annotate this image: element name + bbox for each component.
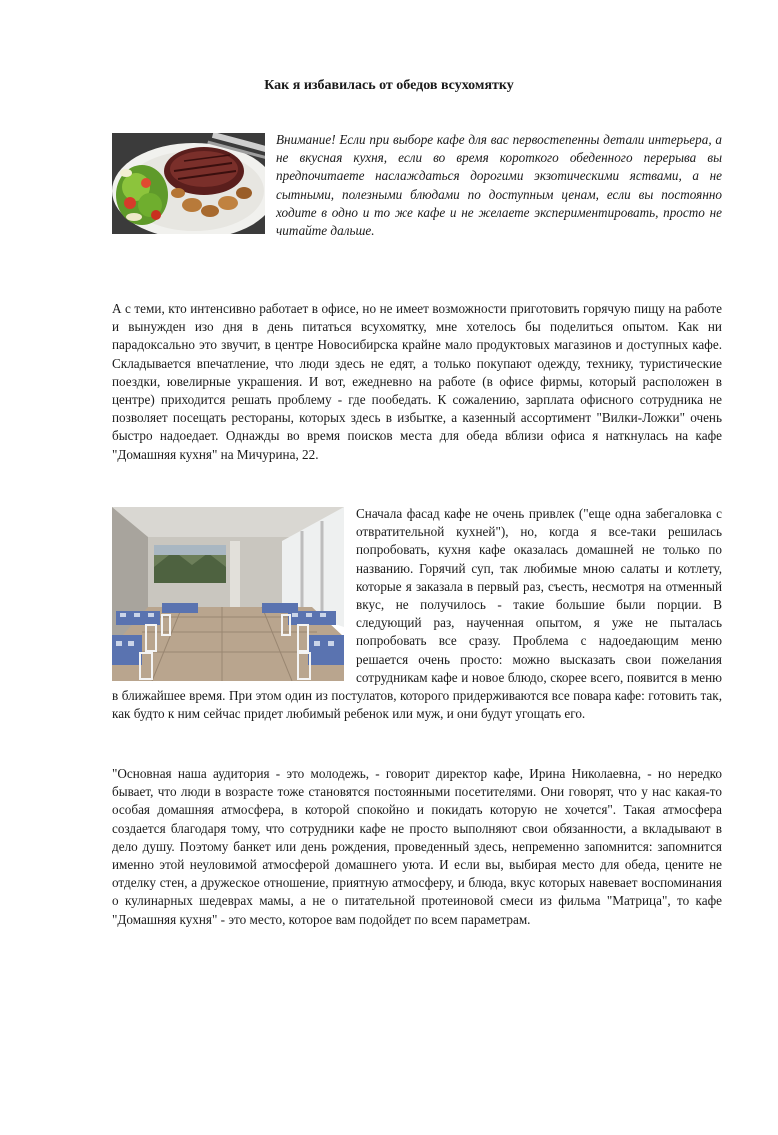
steak-salad-illustration: [112, 133, 265, 234]
body-paragraph-3: "Основная наша аудитория - это молодежь, - говорит директор кафе, Ирина Николаевна, - но нередко бывает, что люди в возрасте тоже становятся постоянными посетителями. Они говорят, что у нас какая-то особая домашняя атмосфера, в которой спокойно и покидать которую не хочется". Такая атмосфера создается благодаря тому, что сотрудники кафе не просто выполняют свои обязанности, а вкладывают в дело душу. Поэтому банкет или день рождения, проведенный здесь, непременно запомнится: запомнится именно этой неуловимой атмосферой домашнего уюта. И если вы, выбирая место для обеда, цените не отделку стен, а дружеское отношение, приятную атмосферу, и блюда, вкус которых навевает воспоминания о кулинарных шедеврах мамы, а не о питательной протеиновой смеси из фильма "Матрица", то кафе "Домашняя кухня" - это место, которое вам подойдет по всем параметрам.: [112, 766, 722, 927]
body-paragraph-2: [112, 505, 722, 723]
intro-text: Внимание! Если при выборе кафе для вас первостепенны детали интерьера, а не вкусная кухня, если во время короткого обеденного перерыва вы предпочитаете наслаждаться дорогими экзотическими яствами, а не сытными, полезными блюдами по доступным ценам, если вы постоянно ходите в одно и то же кафе и не желаете экспериментировать, просто не читайте дальше.: [276, 132, 722, 239]
cafe-interior-image: [112, 507, 344, 681]
article-title: Как я избавилась от обедов всухомятку: [264, 78, 514, 93]
body-paragraph-1: А с теми, кто интенсивно работает в офисе, но не имеет возможности приготовить горячую пищу на работе и вынужден изо дня в день питаться всухомятку, мне хотелось бы поделиться опытом. Как ни парадоксально это звучит, в центре Новосибирска крайне мало продуктовых магазинов и доступных кафе. Складывается впечатление, что люди здесь не едят, а только покупают одежду, технику, туристические поездки, ювелирные украшения. И вот, ежедневно на работе (в офисе фирмы, который расположен в центре) приходится решать проблему - где пообедать. К сожалению, зарплата офисного сотрудника не позволяет посещать рестораны, которых здесь в избытке, а казенный ассортимент "Вилки-Ложки" очень быстро надоедает. Однажды во время поисков места для обеда вблизи офиса я наткнулась на кафе "Домашняя кухня" на Мичурина, 22.: [112, 301, 722, 462]
intro-paragraph: [112, 131, 722, 240]
steak-salad-image: [112, 133, 265, 234]
paragraph-2-text: Сначала фасад кафе не очень привлек ("еще одна забегаловка с отвратительной кухней"), но, когда я все-таки решилась попробовать, кухня кафе оказалась домашней не только по названию. Горячий суп, так любимые мною салаты и котлету, которые я заказала в первый раз, съесть, несмотря на отменный вкус, не получилось - такие большие были порции. В следующий раз, наученная опытом, я уже не пыталась попробовать все сразу. Проблема с надоедающим меню решается очень просто: можно высказать свои пожелания сотрудникам кафе и новое блюдо, скорее всего, появится в меню в ближайшее время. При этом один из постулатов, которого придерживаются все повара кафе: готовить так, как будто к ним сейчас придет любимый ребенок или муж, и они будут угощать его.: [112, 506, 722, 722]
cafe-interior-illustration: [112, 507, 344, 681]
